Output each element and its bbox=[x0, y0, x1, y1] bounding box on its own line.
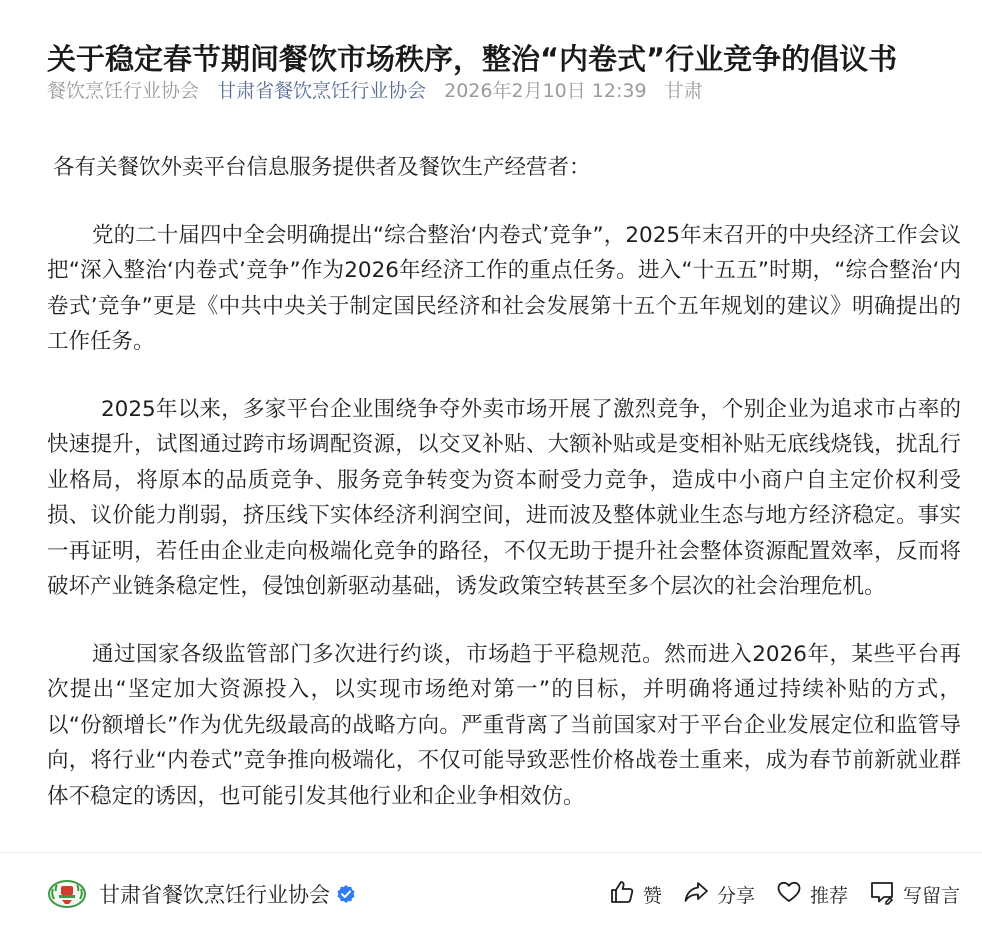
comment-button[interactable] bbox=[868, 879, 960, 909]
bottom-account-name[interactable]: 甘肃省餐饮烹饪行业协会 bbox=[99, 883, 330, 907]
article-meta bbox=[47, 76, 715, 106]
article-greeting: 各有关餐饮外卖平台信息服务提供者及餐饮生产经营者： bbox=[53, 155, 591, 180]
share-button[interactable] bbox=[682, 879, 755, 909]
article-title: 关于稳定春节期间餐饮市场秩序，整治“内卷式”行业竞争的倡议书 bbox=[47, 42, 898, 77]
verified-badge-icon bbox=[336, 884, 356, 904]
article-paragraph: 通过国家各级监管部门多次进行约谈，市场趋于平稳规范。然而进入2026年，某些平台再次提出“坚定加大资源投入，以实现市场绝对第一”的目标，并明确将通过持续补贴的方式，以“份额增长”作为优先级最高的战略方向。严重背离了当前国家对于平台企业发展定位和监管导向，将行业“内卷式”竞争推向极端化，不仅可能导致恶性价格战卷土重来，成为春节前新就业群体不稳定的诱因，也可能引发其他行业和企业争相效仿。 bbox=[47, 641, 961, 809]
content-fade bbox=[0, 830, 982, 852]
bottom-account[interactable] bbox=[47, 879, 356, 909]
like-button[interactable] bbox=[608, 879, 662, 909]
article-body bbox=[47, 150, 961, 850]
recommend-button[interactable] bbox=[775, 879, 848, 909]
comment-icon bbox=[868, 878, 896, 910]
share-label: 分享 bbox=[716, 884, 755, 907]
thumbs-up-icon bbox=[608, 878, 636, 910]
action-bar bbox=[588, 879, 960, 909]
bottom-bar bbox=[0, 852, 982, 926]
account-link[interactable]: 甘肃省餐饮烹饪行业协会 bbox=[217, 80, 427, 102]
like-label: 赞 bbox=[642, 884, 662, 907]
recommend-label: 推荐 bbox=[809, 884, 848, 907]
association-logo-icon[interactable] bbox=[47, 879, 87, 909]
publish-datetime: 2026年2月10日 12:39 bbox=[444, 80, 647, 102]
author-name: 餐饮烹饪行业协会 bbox=[47, 80, 200, 102]
share-icon bbox=[682, 878, 710, 910]
comment-label: 写留言 bbox=[902, 884, 960, 907]
article-paragraph: 2025年以来，多家平台企业围绕争夺外卖市场开展了激烈竞争，个别企业为追求市占率的快速提升，试图通过跨市场调配资源，以交叉补贴、大额补贴或是变相补贴无底线烧钱，扰乱行业格局，将原本的品质竞争、服务竞争转变为资本耐受力竞争，造成中小商户自主定价权利受损、议价能力削弱，挤压线下实体经济利润空间，进而波及整体就业生态与地方经济稳定。事实一再证明，若任由企业走向极端化竞争的路径，不仅无助于提升社会整体资源配置效率，反而将破坏产业链条稳定性，侵蚀创新驱动基础，诱发政策空转甚至多个层次的社会治理危机。 bbox=[47, 396, 961, 599]
publish-location: 甘肃 bbox=[664, 80, 703, 102]
heart-icon bbox=[775, 878, 803, 910]
article-paragraph: 党的二十届四中全会明确提出“综合整治‘内卷式’竞争”，2025年末召开的中央经济工作会议把“深入整治‘内卷式’竞争”作为2026年经济工作的重点任务。进入“十五五”时期，“综合整治‘内卷式’竞争”更是《中共中央关于制定国民经济和社会发展第十五个五年规划的建议》明确提出的工作任务。 bbox=[47, 222, 961, 354]
